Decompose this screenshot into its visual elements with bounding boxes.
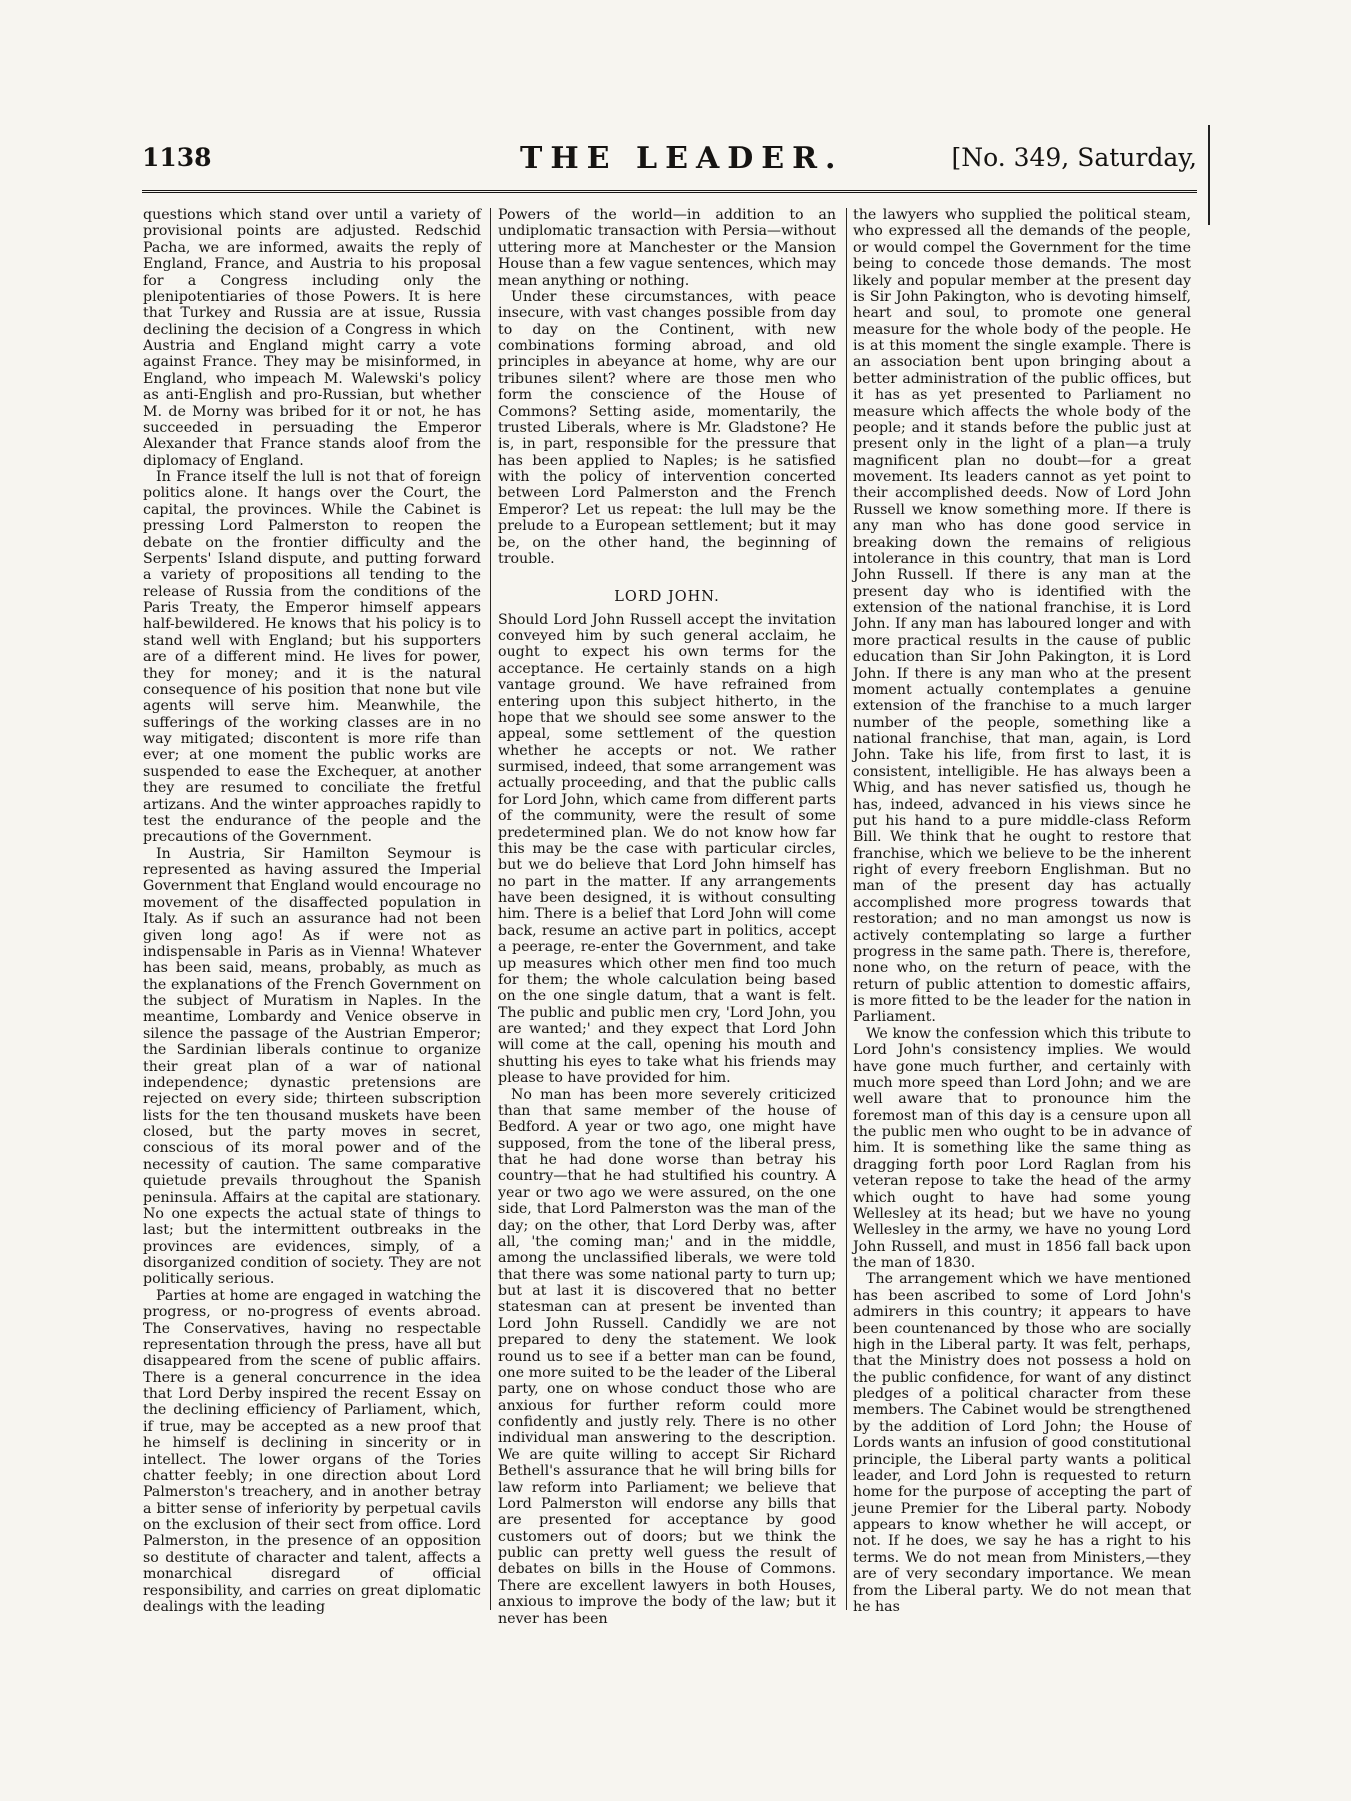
article-paragraph: the lawyers who supplied the political steam, who expressed all the demands of the people, or would compel the Government for the time being to concede those demands. The most likely and popular member at the present day is Sir John Pakington, who is devoting himself, heart and soul, to promote one general measure for the whole body of the people. He is at this moment the single example. There is an association bent upon bringing about a better administration of the public offices, but it has as yet presented to Parliament no measure which affects the whole body of the people; and it stands before the public just at present only in the light of a plan—a truly magnificent plan no doubt—for a great movement. Its leaders cannot as yet point to their accomplished deeds. Now of Lord John Russell we know something more. If there is any man who has done good service in breaking down the remains of religious intolerance in this country, that man is Lord John Russell. If there is any man at the present day who is identified with the extension of the national franchise, it is Lord John. If any man has laboured longer and with more practical results in the cause of public education than Sir John Pakington, it is Lord John. If there is any man who at the present moment actually contemplates a genuine extension of the franchise to a much larger number of the people, something like a national franchise, that man, again, is Lord John. Take his life, from first to last, it is consistent, intelligible. He has always been a Whig, and has never satisfied us, though he has, indeed, advanced in his views since he put his hand to a pure middle-class Reform Bill. We think that he ought to restore that franchise, which we believe to be the inherent right of every freeborn Englishman. But no man of the present day has actually accomplished more progress towards that restoration; and no man amongst us now is actively contemplating so large a further progress in the same path. There is, therefore, none who, on the return of peace, with the return of public attention to domestic affairs, is more fitted to be the leader for the nation in Parliament. <box>853 207 1191 1026</box>
column-1 <box>143 207 481 1615</box>
article-paragraph: Parties at home are engaged in watching the progress, or no-progress of events abroad. The Conservatives, having no respectable representation through the press, have all but disappeared from the scene of public affairs. There is a general concurrence in the idea that Lord Derby inspired the recent Essay on the declining efficiency of Parliament, which, if true, may be accepted as a new proof that he himself is declining in sincerity or in intellect. The lower organs of the Tories chatter feebly; in one direction about Lord Palmerston's treachery, and in another betray a bitter sense of inferiority by perpetual cavils on the exclusion of their sect from office. Lord Palmerston, in the presence of an opposition so destitute of character and talent, affects a monarchical disregard of official responsibility, and carries on great diplomatic dealings with the leading <box>143 1287 481 1615</box>
newspaper-title: THE LEADER. <box>520 141 844 176</box>
page-edge-mark <box>1208 125 1210 225</box>
issue-info: [No. 349, Saturday, <box>951 143 1197 172</box>
article-paragraph: The arrangement which we have mentioned has been ascribed to some of Lord John's admirers in this country; it appears to have been countenanced by those who are socially high in the Liberal party. It was felt, perhaps, that the Ministry does not possess a hold on the public confidence, for want of any distinct pledges of a political character from these members. The Cabinet would be strengthened by the addition of Lord John; the House of Lords wants an infusion of good constitutional principle, the Liberal party wants a political leader, and Lord John is requested to return home for the purpose of accepting the part of jeune Premier for the Liberal party. Nobody appears to know whether he will accept, or not. If he does, we say he has a right to his terms. We do not mean from Ministers,—they are of very secondary importance. We mean from the Liberal party. We do not mean that he has <box>853 1271 1191 1615</box>
article-paragraph: We know the confession which this tribute to Lord John's consistency implies. We would have gone much further, and certainly with much more speed than Lord John; and we are well aware that to pronounce him the foremost man of this day is a censure upon all the public men who ought to be in advance of him. It is something like the same thing as dragging forth poor Lord Raglan from his veteran repose to take the head of the army which ought to have had some young Wellesley at its head; but we have no young Wellesley in the army, we have no young Lord John Russell, and must in 1856 fall back upon the man of 1830. <box>853 1025 1191 1271</box>
article-heading: LORD JOHN. <box>614 589 720 606</box>
column-divider <box>490 208 491 1610</box>
column-3 <box>853 207 1191 1615</box>
masthead <box>142 141 1197 177</box>
column-2 <box>498 207 836 1627</box>
column-divider <box>846 208 847 1610</box>
article-paragraph: questions which stand over until a variety of provisional points are adjusted. Redschid Pacha, we are informed, awaits the reply of England, France, and Austria to his proposal for a Congress including only the plenipotentiaries of those Powers. It is here that Turkey and Russia are at issue, Russia declining the decision of a Congress in which Austria and England might carry a vote against France. They may be misinformed, in England, who impeach M. Walewski's policy as anti-English and pro-Russian, but whether M. de Morny was bribed for it or not, he has succeeded in persuading the Emperor Alexander that France stands aloof from the diplomacy of England. <box>143 207 481 469</box>
article-paragraph: In France itself the lull is not that of foreign politics alone. It hangs over the Court, the capital, the provinces. While the Cabinet is pressing Lord Palmerston to reopen the debate on the frontier difficulty and the Serpents' Island dispute, and putting forward a variety of propositions all tending to the release of Russia from the conditions of the Paris Treaty, the Emperor himself appears half-bewildered. He knows that his policy is to stand well with England; but his supporters are of a different mind. He lives for power, they for money; and it is the natural consequence of his position that none but vile agents will serve him. Meanwhile, the sufferings of the working classes are in no way mitigated; discontent is more rife than ever; at one moment the public works are suspended to ease the Exchequer, at another they are resumed to conciliate the fretful artizans. And the winter approaches rapidly to test the endurance of the people and the precautions of the Government. <box>143 469 481 846</box>
article-paragraph: Powers of the world—in addition to an undiplomatic transaction with Persia—without uttering more at Manchester or the Mansion House than a few vague sentences, which may mean anything or nothing. <box>498 207 836 289</box>
article-paragraph: In Austria, Sir Hamilton Seymour is represented as having assured the Imperial Government that England would encourage no movement of the disaffected population in Italy. As if such an assurance had not been given long ago! As if were not as indispensable in Paris as in Vienna! Whatever has been said, means, probably, as much as the explanations of the French Government on the subject of Muratism in Naples. In the meantime, Lombardy and Venice observe in silence the passage of the Austrian Emperor; the Sardinian liberals continue to organize their great plan of a war of national independence; dynastic pretensions are rejected on every side; thirteen subscription lists for the ten thousand muskets have been closed, but the party moves in secret, conscious of its moral power and of the necessity of caution. The same comparative quietude prevails throughout the Spanish peninsula. Affairs at the capital are stationary. No one expects the actual state of things to last; but the intermittent outbreaks in the provinces are evidences, simply, of a disorganized condition of society. They are not politically serious. <box>143 845 481 1288</box>
article-paragraph: Should Lord John Russell accept the invitation conveyed him by such general acclaim, he ought to expect his own terms for the acceptance. He certainly stands on a high vantage ground. We have refrained from entering upon this subject hitherto, in the hope that we should see some answer to the appeal, some settlement of the question whether he accepts or not. We rather surmised, indeed, that some arrangement was actually proceeding, and that the public calls for Lord John, which came from different parts of the community, were the result of some predetermined plan. We do not know how far this may be the case with particular circles, but we do believe that Lord John himself has no part in the matter. If any arrangements have been designed, it is without consulting him. There is a belief that Lord John will come back, resume an active part in politics, accept a peerage, re-enter the Government, and take up measures which other men find too much for them; the whole calculation being based on the one single datum, that a want is felt. The public and public men cry, 'Lord John, you are wanted;' and they expect that Lord John will come at the call, opening his mouth and shutting his eyes to take what his friends may please to have provided for him. <box>498 611 836 1087</box>
article-paragraph: Under these circumstances, with peace insecure, with vast changes possible from day to day on the Continent, with new combinations forming abroad, and old principles in abeyance at home, why are our tribunes silent? where are those men who form the conscience of the House of Commons? Setting aside, momentarily, the trusted Liberals, where is Mr. Gladstone? He is, in part, responsible for the pressure that has been applied to Naples; is he satisfied with the policy of intervention concerted between Lord Palmerston and the French Emperor? Let us repeat: the lull may be the prelude to a European settlement; but it may be, on the other hand, the beginning of trouble. <box>498 288 836 567</box>
page-number: 1138 <box>142 143 212 172</box>
article-paragraph: No man has been more severely criticized than that same member of the house of Bedford. A year or two ago, one might have supposed, from the tone of the liberal press, that he had done worse than betray his country—that he had stultified his country. A year or two ago we were assured, on the one side, that Lord Palmerston was the man of the day; on the other, that Lord Derby was, after all, 'the coming man;' and in the middle, among the unclassified liberals, we were told that there was some national party to turn up; but at last it is discovered that no better statesman can at present be invented than Lord John Russell. Candidly we are not prepared to deny the statement. We look round us to see if a better man can be found, one more suited to be the leader of the Liberal party, one on whose conduct those who are anxious for further reform could more confidently and justly rely. There is no other individual man answering to the description. We are quite willing to accept Sir Richard Bethell's assurance that he will bring bills for law reform into Parliament; we believe that Lord Palmerston will endorse any bills that are presented for acceptance by good customers out of doors; but we think the public can pretty well guess the result of debates on bills in the House of Commons. There are excellent lawyers in both Houses, anxious to improve the body of the law; but it never has been <box>498 1086 836 1627</box>
header-rule <box>142 190 1197 193</box>
